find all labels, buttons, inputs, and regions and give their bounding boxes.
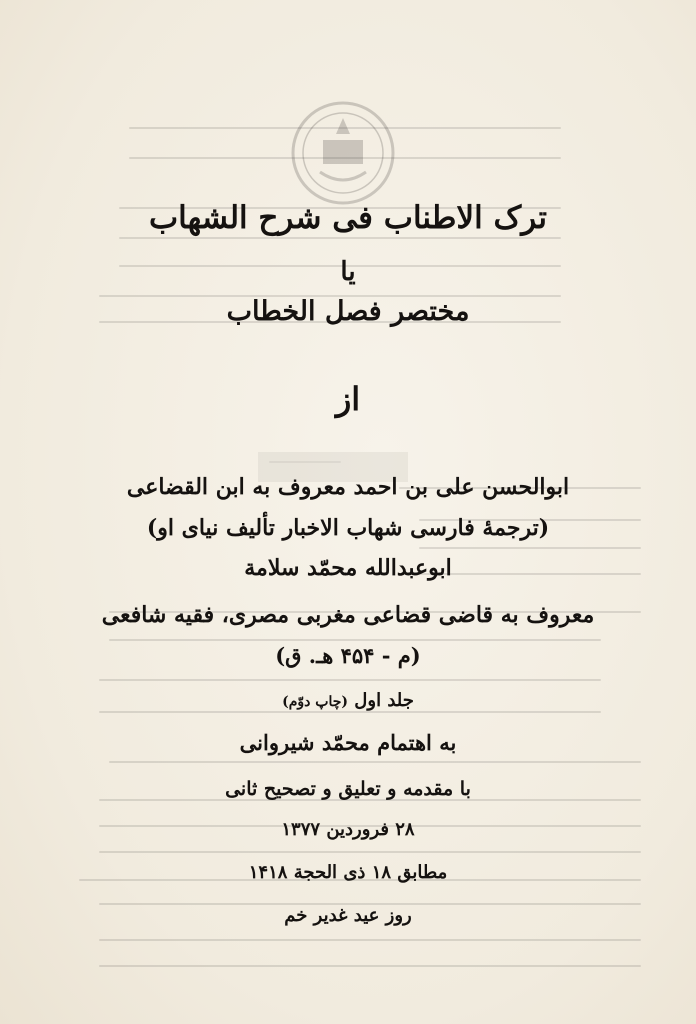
occasion-note: روز عید غدیر خم	[284, 905, 412, 926]
book-subtitle: مختصر فصل الخطاب	[226, 296, 470, 327]
author-known-as: معروف به قاضی قضاعی مغربی مصری، فقیه شافعی	[101, 602, 595, 628]
edition-label: (چاپ دوّم)	[282, 694, 349, 710]
introduction-note: با مقدمه و تعلیق و تصحیح ثانی	[225, 778, 471, 800]
solar-date: ۲۸ فروردین ۱۳۷۷	[281, 819, 415, 840]
author-line: ابوالحسن علی بن احمد معروف به ابن القضاعی	[126, 474, 570, 500]
lunar-date: مطابق ۱۸ ذی الحجة ۱۴۱۸	[248, 862, 448, 883]
author-line: ابوعبدالله محمّد سلامة	[244, 555, 452, 581]
book-title: ترک الاطناب فی شرح الشهاب	[149, 200, 547, 236]
title-connector: یا	[340, 257, 356, 287]
volume-info	[0, 690, 696, 711]
author-death-date: (م - ۴۵۴ هـ. ق)	[275, 643, 421, 668]
by-label: از	[335, 380, 361, 418]
author-line: (ترجمهٔ فارسی شهاب الاخبار تألیف نیای او)	[146, 515, 550, 541]
volume-label: جلد اول	[354, 690, 414, 711]
editor-credit: به اهتمام محمّد شیروانی	[239, 730, 457, 755]
library-seal-bleed-through	[290, 100, 396, 206]
